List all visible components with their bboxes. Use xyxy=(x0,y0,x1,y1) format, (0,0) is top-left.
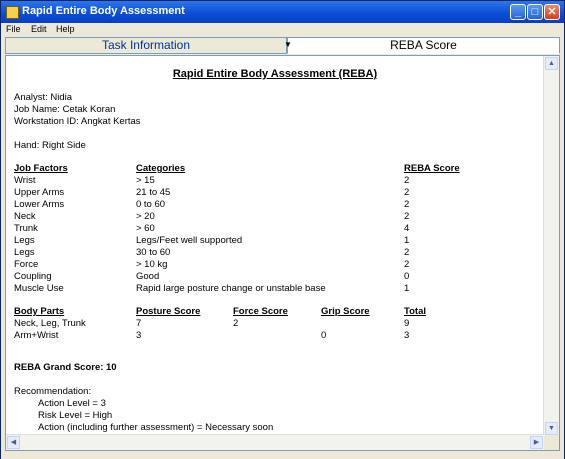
posture-score-header: Posture Score xyxy=(136,306,201,317)
factor-name: Upper Arms xyxy=(14,187,65,198)
factor-name: Lower Arms xyxy=(14,199,65,210)
job-name-line: Job Name: Cetak Koran xyxy=(14,104,116,115)
factor-name: Neck xyxy=(14,211,36,222)
factor-score: 0 xyxy=(404,271,410,282)
factor-name: Wrist xyxy=(14,175,36,186)
part-posture-score: 7 xyxy=(136,318,142,329)
tab-marker-icon: ▼ xyxy=(284,40,292,49)
factor-category: 0 to 60 xyxy=(136,199,166,210)
tab-strip xyxy=(5,37,560,55)
analyst-line: Analyst: Nidia xyxy=(14,92,73,103)
recommendation-label: Recommendation: xyxy=(14,386,92,397)
scrollbar-corner xyxy=(544,435,559,450)
app-icon xyxy=(6,6,19,19)
grip-score-header: Grip Score xyxy=(321,306,370,317)
part-total: 9 xyxy=(404,318,410,329)
factor-score: 1 xyxy=(404,235,410,246)
factor-category: > 15 xyxy=(136,175,155,186)
factor-category: Legs/Feet well supported xyxy=(136,235,243,246)
close-button[interactable]: ✕ xyxy=(544,4,560,20)
part-posture-score: 3 xyxy=(136,330,142,341)
factor-category: 21 to 45 xyxy=(136,187,171,198)
body-parts-header: Body Parts xyxy=(14,306,65,317)
factor-name: Legs xyxy=(14,235,35,246)
part-name: Neck, Leg, Trunk xyxy=(14,318,86,329)
tab-reba-score[interactable]: REBA Score xyxy=(287,37,560,54)
tab-task-information[interactable]: Task Information xyxy=(5,37,287,54)
job-factors-header: Job Factors xyxy=(14,163,68,174)
factor-category: > 10 kg xyxy=(136,259,168,270)
factor-name: Muscle Use xyxy=(14,283,64,294)
status-bar xyxy=(1,451,564,459)
report-panel xyxy=(5,55,560,451)
factor-category: Good xyxy=(136,271,160,282)
horizontal-scrollbar[interactable] xyxy=(6,434,544,450)
title-bar[interactable] xyxy=(1,1,564,23)
force-score-header: Force Score xyxy=(233,306,288,317)
factor-name: Coupling xyxy=(14,271,52,282)
risk-level: Risk Level = High xyxy=(38,410,113,421)
menu-bar xyxy=(1,23,564,37)
factor-score: 2 xyxy=(404,211,410,222)
menu-help[interactable]: Help xyxy=(56,24,75,34)
part-name: Arm+Wrist xyxy=(14,330,59,341)
workstation-line: Workstation ID: Angkat Kertas xyxy=(14,116,141,127)
window-title: Rapid Entire Body Assessment xyxy=(22,5,185,17)
part-force-score: 2 xyxy=(233,318,239,329)
factor-score: 2 xyxy=(404,199,410,210)
scroll-right-icon[interactable]: ▶ xyxy=(530,436,543,449)
vertical-scrollbar[interactable] xyxy=(543,56,559,436)
total-header: Total xyxy=(404,306,426,317)
scroll-left-icon[interactable]: ◀ xyxy=(7,436,20,449)
hand-line: Hand: Right Side xyxy=(14,140,86,151)
factor-score: 1 xyxy=(404,283,410,294)
categories-header: Categories xyxy=(136,163,186,174)
maximize-button[interactable]: □ xyxy=(527,4,543,20)
factor-score: 2 xyxy=(404,247,410,258)
factor-score: 2 xyxy=(404,175,410,186)
action-level: Action Level = 3 xyxy=(38,398,106,409)
part-grip-score: 0 xyxy=(321,330,327,341)
scroll-up-icon[interactable]: ▲ xyxy=(545,57,558,70)
factor-category: > 60 xyxy=(136,223,155,234)
reba-score-header: REBA Score xyxy=(404,163,460,174)
menu-file[interactable]: File xyxy=(6,24,21,34)
report-heading: Rapid Entire Body Assessment (REBA) xyxy=(172,68,378,80)
factor-score: 2 xyxy=(404,259,410,270)
factor-score: 4 xyxy=(404,223,410,234)
action-description: Action (including further assessment) = Necessary soon xyxy=(38,422,274,433)
factor-category: Rapid large posture change or unstable base xyxy=(136,283,326,294)
menu-edit[interactable]: Edit xyxy=(31,24,47,34)
report-content xyxy=(6,56,544,436)
factor-category: 30 to 60 xyxy=(136,247,171,258)
minimize-button[interactable]: _ xyxy=(510,4,526,20)
scroll-down-icon[interactable]: ▼ xyxy=(545,422,558,435)
factor-name: Legs xyxy=(14,247,35,258)
factor-category: > 20 xyxy=(136,211,155,222)
factor-name: Trunk xyxy=(14,223,38,234)
factor-name: Force xyxy=(14,259,39,270)
reba-grand-score: REBA Grand Score: 10 xyxy=(14,362,117,373)
part-total: 3 xyxy=(404,330,410,341)
factor-score: 2 xyxy=(404,187,410,198)
